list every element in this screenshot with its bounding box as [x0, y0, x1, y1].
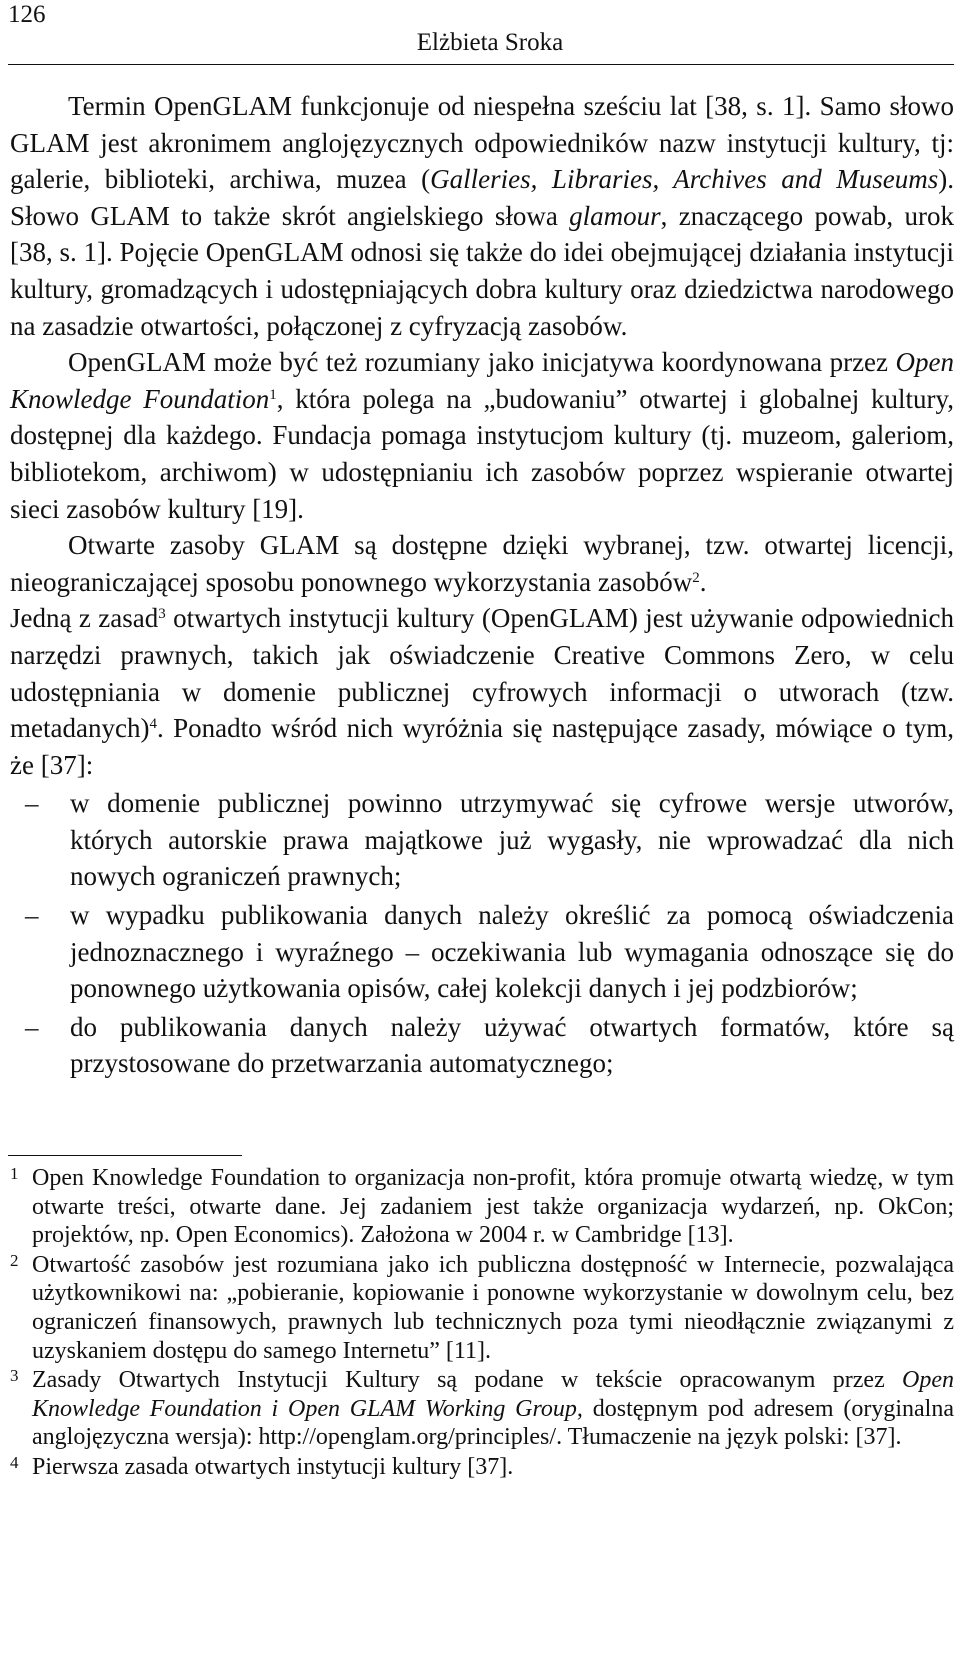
list-item: [10, 897, 954, 1007]
footnote-number: 4: [10, 1452, 19, 1472]
footnote-ref[interactable]: 1: [269, 386, 277, 403]
italic-text: glamour: [569, 200, 661, 231]
footnote-number: 2: [10, 1250, 19, 1270]
text-span: ). Słowo GLAM to także skrót angielskiego słowa: [10, 164, 954, 231]
text-span: otwartych instytucji kultury (OpenGLAM) jest używanie odpowiednich narzędzi prawnych, takich jak oświadczenie Creative Commons Zero, w celu udostępniania w domenie publicznej cyfrowych informacji o utworach (tzw. metadanych): [10, 603, 954, 744]
list-item-text: w wypadku publikowania danych należy określić za pomocą oświadczenia jednoznacznego i wyraźnego – oczekiwania lub wymagania odnoszące się do ponownego użytkowania opisów, całej kolekcji danych i jej podzbiorów;: [70, 900, 954, 1004]
text-span: .: [699, 566, 707, 597]
footnote-2: [10, 1251, 954, 1365]
footnote-rule: [8, 1155, 242, 1156]
paragraph-2: [10, 344, 954, 527]
principles-list: [10, 785, 954, 1082]
text-span: Termin OpenGLAM funkcjonuje od niespełna sześciu lat [38, s. 1]. Samo słowo GLAM jest akronimem anglojęzycznych odpowiedników nazw instytucji kultury, tj: galerie, biblioteki, archiwa, muzea (: [10, 91, 954, 195]
main-text: [10, 88, 954, 1084]
paragraph-3: [10, 527, 954, 600]
text-span: , która polega na „budowaniu” otwartej i globalnej kultury, dostępnej dla każdego. Fundacja pomaga instytucjom kultury (tj. muzeom, galeriom, bibliotekom, archiwom) w udostępnianiu ich zasobów poprzez wspieranie otwartej sieci zasobów kultury [19].: [10, 383, 955, 524]
paragraph-1: [10, 88, 954, 344]
list-item: [10, 785, 954, 895]
list-item-text: do publikowania danych należy używać otwartych formatów, które są przystosowane do przetwarzania automatycznego;: [70, 1011, 954, 1079]
dash-bullet: –: [25, 900, 39, 931]
header-rule: [8, 64, 954, 65]
footnote-ref[interactable]: 2: [692, 569, 700, 586]
footnote-text: Otwartość zasobów jest rozumiana jako ich publiczna dostępność w Internecie, pozwalająca użytkownikowi na: „pobieranie, kopiowanie i ponowne wykorzystanie w dowolnym celu, bez ograniczeń finansowych, prawnych lub technicznych poza tymi nieodłącznie związanymi z uzyskaniem dostępu do samego Internetu” [11].: [32, 1251, 954, 1364]
italic-text: Galleries, Libraries, Archives and Museums: [430, 164, 939, 195]
footnote-number: 1: [10, 1164, 19, 1183]
dash-bullet: –: [25, 1011, 39, 1042]
footnote-1: [10, 1164, 954, 1250]
italic-text: Open Knowledge Foundation i Open GLAM Working Group,: [32, 1367, 954, 1422]
paragraph-4: [10, 600, 954, 783]
text-span: Jedną z zasad: [10, 603, 159, 634]
footnote-number: 3: [10, 1366, 19, 1386]
footnote-text: Open Knowledge Foundation to organizacja non-profit, która promuje otwartą wiedzę, w tym otwarte treści, otwarte dane. Jej zadaniem jest także organizacja wydarzeń, np. OkCon; projektów, np. Open Economics). Założona w 2004 r. w Cambridge [13].: [32, 1165, 954, 1249]
dash-bullet: –: [25, 788, 39, 819]
footnote-text: dostępnym pod adresem (oryginalna anglojęzyczna wersja): http://openglam.org/principles/. Tłumaczenie na język polski: [37].: [32, 1395, 954, 1451]
footnote-4: [10, 1453, 954, 1482]
footnote-ref[interactable]: 3: [158, 606, 166, 623]
italic-text: Open Knowledge Foundation: [10, 347, 954, 414]
page-number: 126: [8, 1, 46, 28]
running-head-author: Elżbieta Sroka: [416, 29, 564, 56]
text-span: . Ponadto wśród nich wyróżnia się następujące zasady, mówiące o tym, że [37]:: [10, 713, 954, 780]
footnote-ref[interactable]: 4: [149, 716, 157, 733]
text-span: Otwarte zasoby GLAM są dostępne dzięki wybranej, tzw. otwartej licencji, nieograniczającej sposobu ponownego wykorzystania zasobów: [10, 530, 954, 597]
footnote-text: Zasady Otwartych Instytucji Kultury są podane w tekście opracowanym przez: [32, 1367, 903, 1394]
list-item-text: w domenie publicznej powinno utrzymywać się cyfrowe wersje utworów, których autorskie prawa majątkowe już wygasły, nie wprowadzać dla nich nowych ograniczeń prawnych;: [70, 788, 954, 892]
text-span: , znaczącego powab, urok [38, s. 1]. Pojęcie OpenGLAM odnosi się także do idei obejmującej działania instytucji kultury, gromadzących i udostępniających dobra kultury oraz dziedzictwa narodowego na zasadzie otwartości, połączonej z cyfryzacją zasobów.: [10, 200, 955, 341]
list-item: [10, 1009, 954, 1082]
footnotes: [10, 1164, 954, 1483]
text-span: OpenGLAM może być też rozumiany jako inicjatywa koordynowana przez: [68, 347, 896, 378]
footnote-text: Pierwsza zasada otwartych instytucji kultury [37].: [32, 1453, 514, 1480]
footnote-3: [10, 1366, 954, 1452]
